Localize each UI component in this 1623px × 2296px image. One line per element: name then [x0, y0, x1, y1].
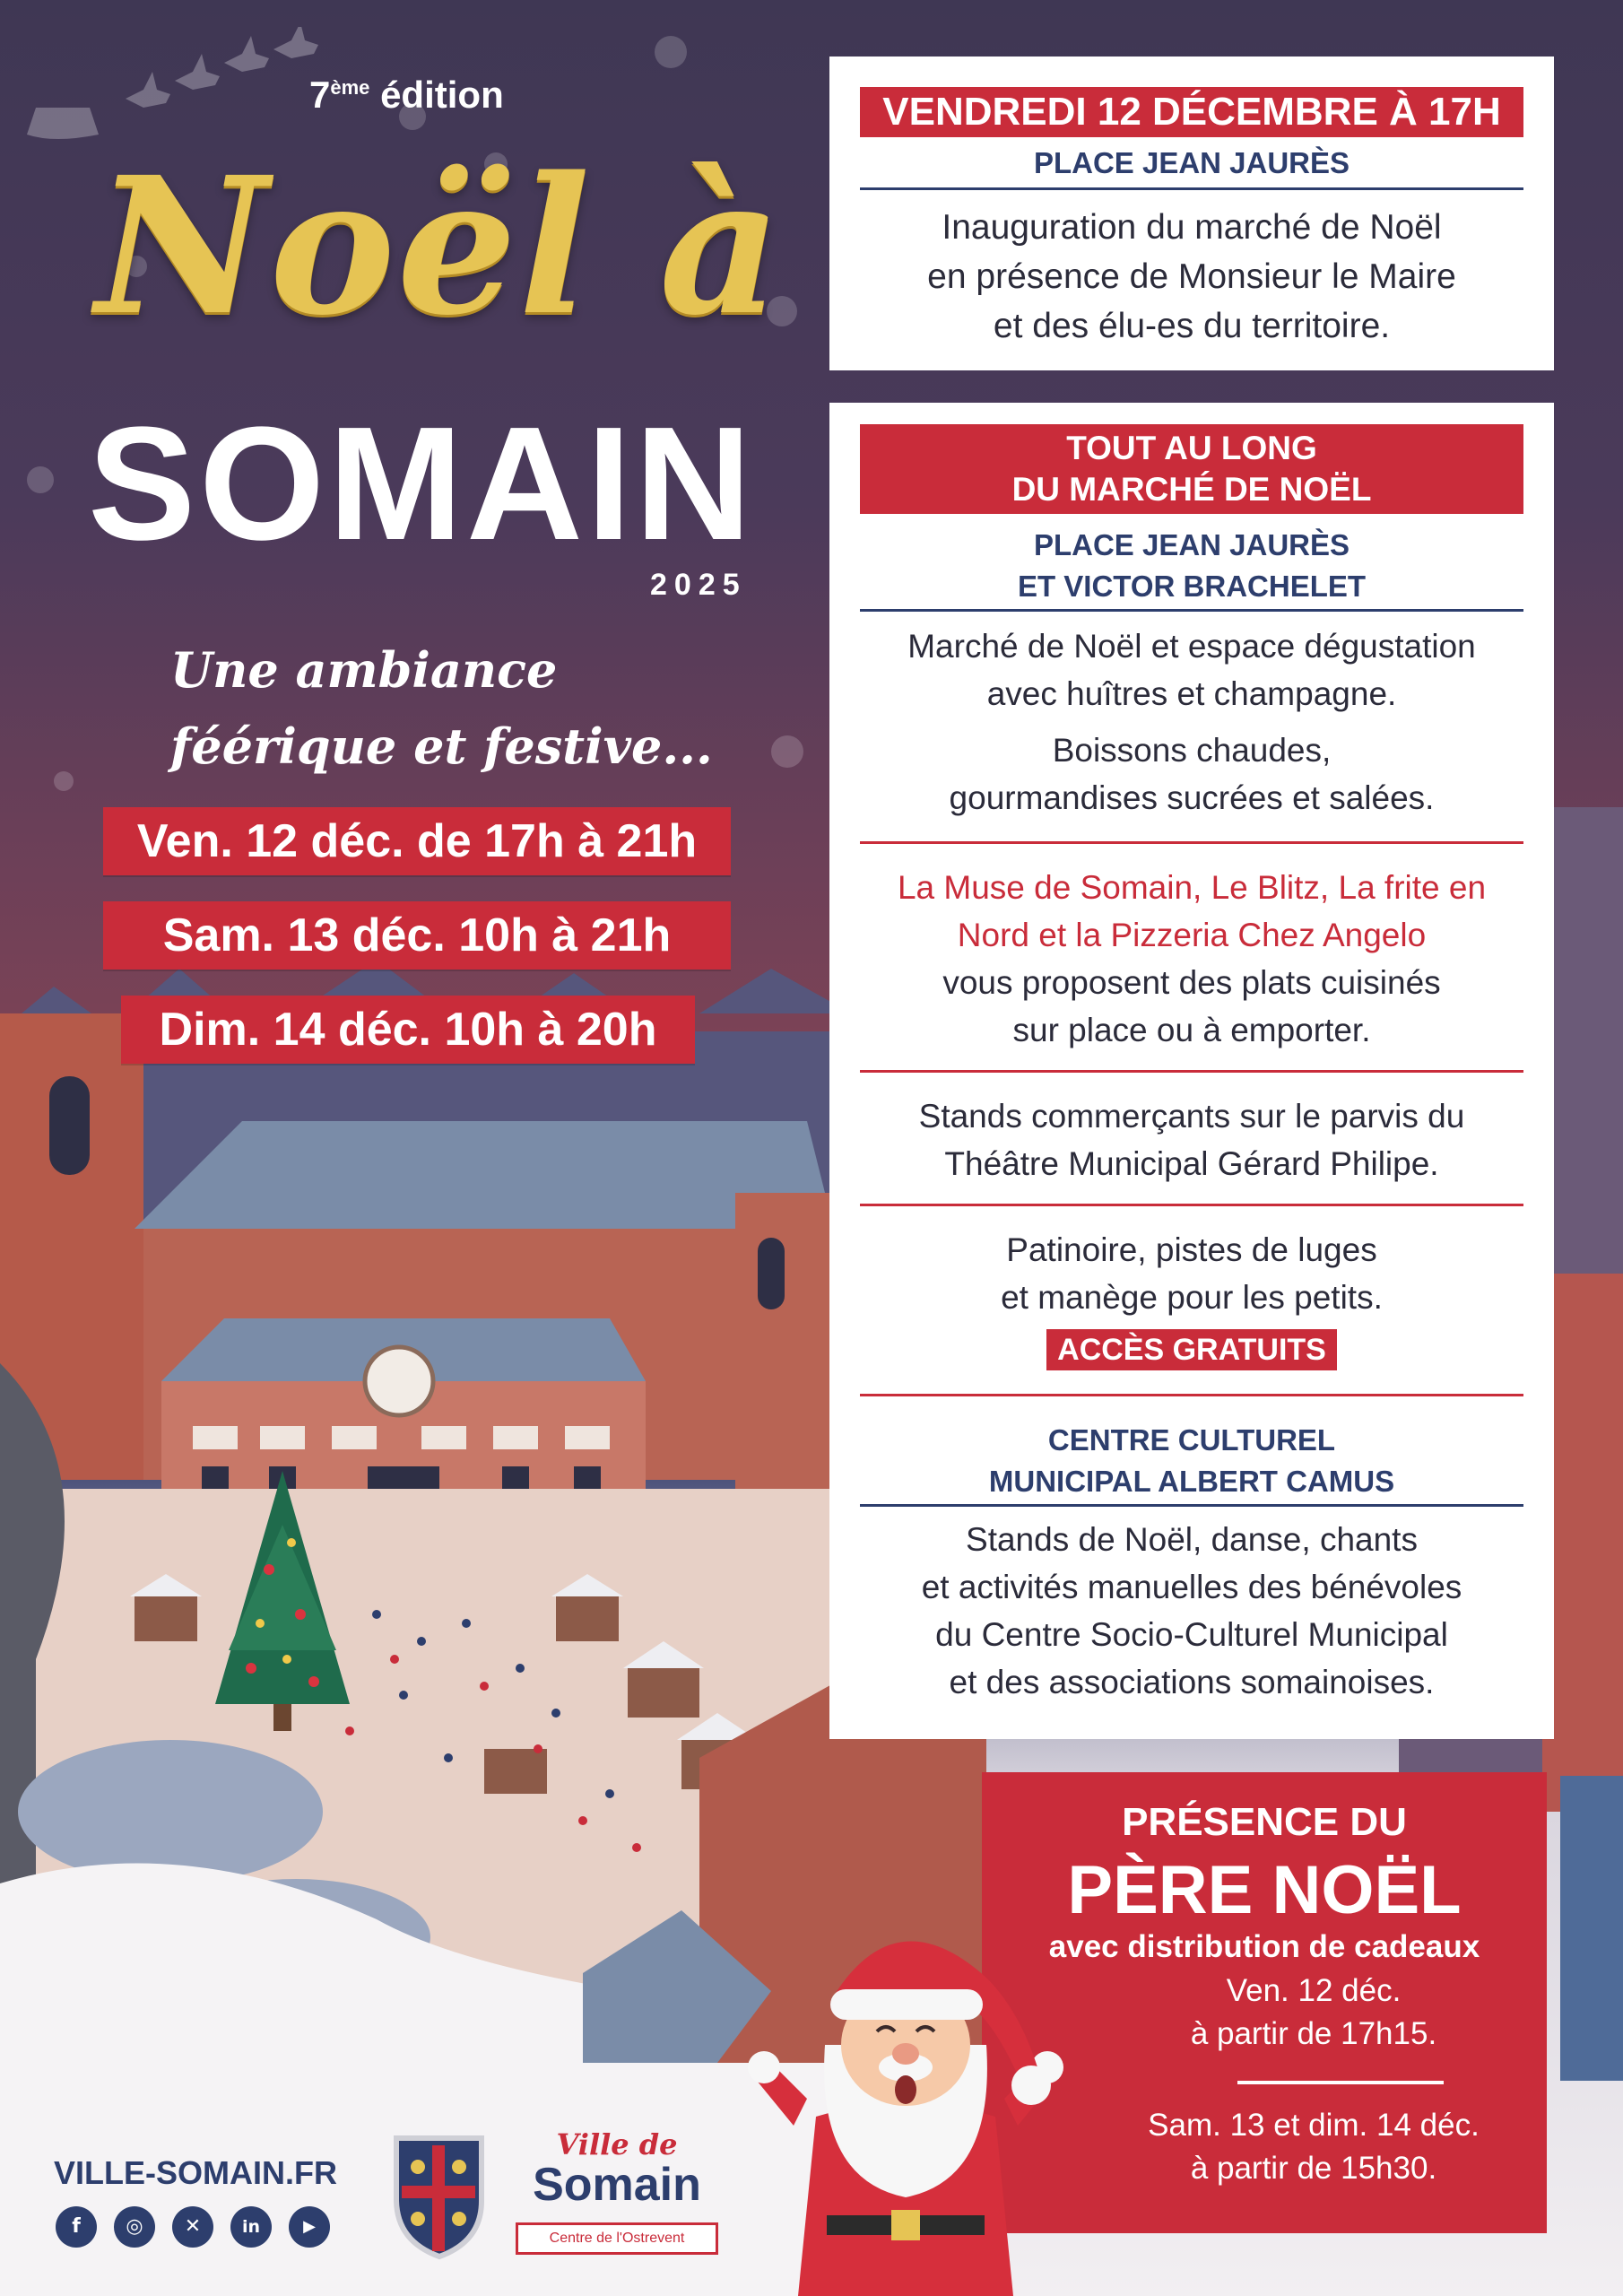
title-year: 2025: [650, 568, 747, 602]
title-main: SOMAIN: [88, 394, 755, 574]
inauguration-header: VENDREDI 12 DÉCEMBRE À 17H: [860, 87, 1523, 137]
logo-top-text: Ville de: [556, 2127, 678, 2161]
market-place: PLACE JEAN JAURÈS ET VICTOR BRACHELET: [1017, 528, 1367, 603]
snowflake: [27, 466, 54, 493]
market-activities-text: Patinoire, pistes de luges et manège pour les petits. ACCÈS GRATUITS: [829, 1226, 1554, 1372]
santa-claus-illustration: [744, 1910, 1067, 2296]
santa-time-weekend: Sam. 13 et dim. 14 déc. à partir de 15h30.: [1148, 2108, 1480, 2186]
city-crest-icon: [387, 2129, 490, 2264]
edition-label: 7ème édition: [309, 74, 504, 116]
ville-somain-logo: [509, 2129, 725, 2282]
divider: [1237, 2081, 1444, 2084]
snowflake: [54, 771, 74, 791]
divider: [860, 609, 1523, 612]
snowflake: [771, 735, 803, 768]
market-tasting-text: Marché de Noël et espace dégustation avec huîtres et champagne.: [907, 628, 1476, 712]
title-script: Noël à: [95, 135, 784, 357]
x-icon[interactable]: ✕: [172, 2206, 213, 2248]
instagram-icon[interactable]: ◎: [114, 2206, 155, 2248]
santa-time-friday: Ven. 12 déc. à partir de 17h15.: [1190, 1973, 1437, 2051]
santa-gifts: avec distribution de cadeaux: [1048, 1929, 1480, 1964]
inauguration-place: PLACE JEAN JAURÈS: [1033, 146, 1350, 179]
free-access-badge: ACCÈS GRATUITS: [1046, 1329, 1337, 1370]
youtube-icon[interactable]: ▶: [289, 2206, 330, 2248]
santa-line1: PRÉSENCE DU: [1122, 1800, 1407, 1844]
market-stands-text: Stands commerçants sur le parvis du Théâtre Municipal Gérard Philipe.: [918, 1098, 1465, 1182]
snowflake: [655, 36, 687, 68]
tagline: Une ambiance féérique et festive...: [170, 641, 713, 775]
divider: [860, 841, 1523, 844]
divider: [860, 1504, 1523, 1507]
inauguration-card: [829, 57, 1554, 370]
logo-name: Somain: [533, 2159, 701, 2211]
santa-title: PÈRE NOËL: [1067, 1852, 1462, 1928]
market-header: TOUT AU LONG DU MARCHÉ DE NOËL: [860, 424, 1523, 514]
linkedin-icon[interactable]: in: [230, 2206, 272, 2248]
facebook-icon[interactable]: f: [56, 2206, 97, 2248]
market-card: [829, 403, 1554, 1739]
centre-culturel-heading: CENTRE CULTUREL MUNICIPAL ALBERT CAMUS: [988, 1423, 1395, 1498]
market-drinks-text: Boissons chaudes, gourmandises sucrées et salées.: [949, 732, 1435, 816]
date-saturday: Sam. 13 déc. 10h à 21h: [103, 901, 731, 970]
centre-culturel-text: Stands de Noël, danse, chants et activités manuelles des bénévoles du Centre Socio-Culturel Municipal et des associations somainoises.: [921, 1521, 1462, 1700]
divider: [860, 1070, 1523, 1073]
logo-ribbon: Centre de l'Ostrevent: [516, 2222, 718, 2255]
divider: [860, 1394, 1523, 1396]
market-restaurants-text: La Muse de Somain, Le Blitz, La frite en Nord et la Pizzeria Chez Angelo vous proposent des plats cuisinés sur place ou à emporter.: [897, 869, 1487, 1048]
divider: [860, 1204, 1523, 1206]
divider: [860, 187, 1523, 190]
website-link[interactable]: VILLE-SOMAIN.FR: [54, 2154, 337, 2191]
inauguration-text: Inauguration du marché de Noël en présence de Monsieur le Maire et des élu-es du territoire.: [927, 208, 1456, 345]
date-sunday: Dim. 14 déc. 10h à 20h: [121, 996, 695, 1064]
date-friday: Ven. 12 déc. de 17h à 21h: [103, 807, 731, 875]
